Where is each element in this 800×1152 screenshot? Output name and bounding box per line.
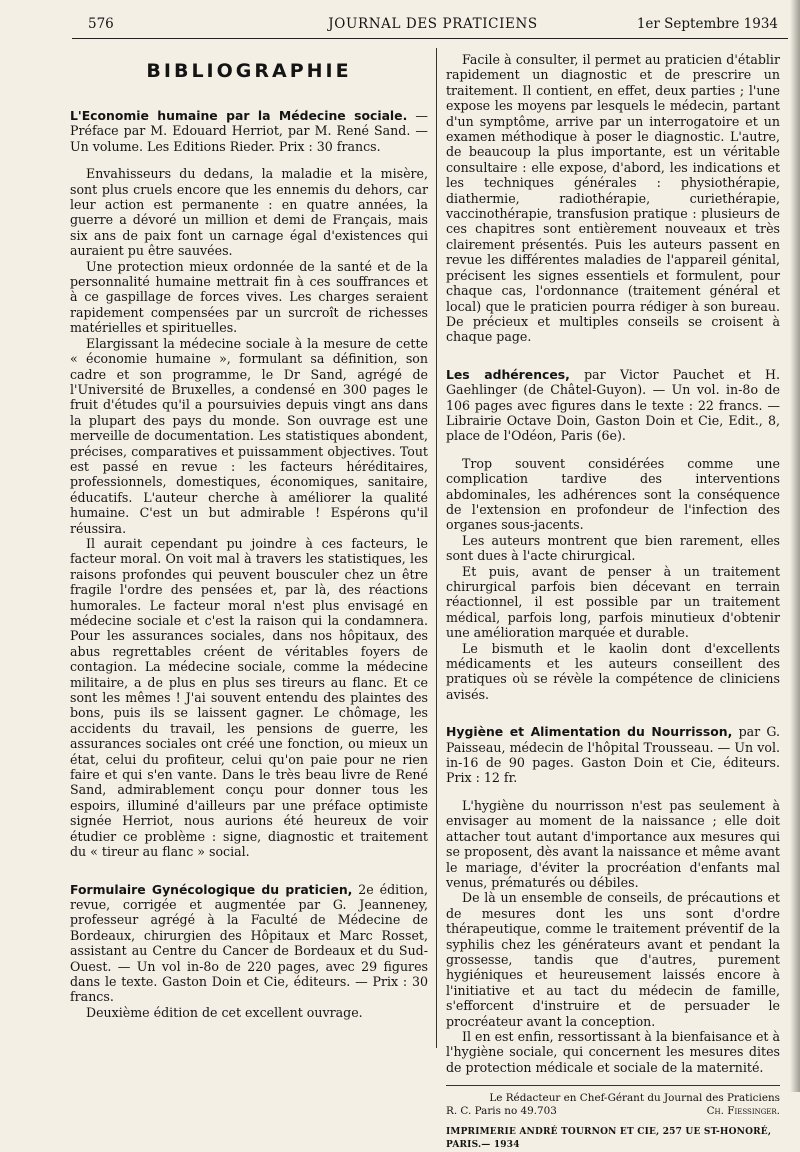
entry-title: Hygiène et Alimentation du Nourrisson, [446, 724, 733, 740]
paragraph: Il en est enfin, ressortissant à la bienfaisance et à l'hygiène sociale, qui concernent les mesures dites de protection médicale et sociale de la maternité. [446, 1028, 780, 1075]
running-header [88, 16, 778, 38]
book-entry-hygiene [446, 724, 780, 786]
footer-rule [446, 1085, 780, 1086]
page-number: 576 [88, 16, 114, 32]
page-edge-shadow [790, 0, 800, 1092]
entry-title: Formulaire Gynécologique du praticien, [70, 881, 353, 897]
column-divider [436, 48, 437, 1048]
paragraph: Deuxième édition de cet excellent ouvrage. [86, 1004, 363, 1020]
paragraph: Et puis, avant de penser à un traitement chirurgical parfois bien décevant en terrain réactionnel, il est possible par un traitement médical, parfois long, parfois minutieux d'obtenir une amélioration marquée et durable. [446, 563, 780, 641]
printer-imprint: IMPRIMERIE ANDRÉ TOURNON ET CIE, 257 UE ST-HONORÉ, PARIS.— 1934 [446, 1127, 772, 1151]
paragraph: L'hygiène du nourrisson n'est pas seulement à envisager au moment de la naissance ; elle doit attacher tout autant d'importance aux mesures qui se proposent, dès avant la naissance et même avant le mariage, d'éviter la procréation d'enfants mal venus, prématurés ou débiles. [446, 797, 780, 890]
left-column [70, 60, 428, 1020]
entry-details: par G. Paisseau, médecin de l'hôpital Trousseau. — Un vol. in-16 de 90 pages. Gaston Doin et Cie, éditeurs. Prix : 12 fr. [446, 724, 781, 786]
colophon [446, 1092, 780, 1152]
paragraph: Il aurait cependant pu joindre à ces facteurs, le facteur moral. On voit mal à travers les statistiques, les raisons profondes qui peuvent bousculer chez un être fragile l'ordre des pensées et, par là, des réactions humorales. Le facteur moral n'est plus envisagé en médecine sociale et c'est la raison qui la condamnera. Pour les assurances sociales, dans nos hôpitaux, des abus regrettables créent de véritables foyers de contagion. La médecine sociale, comme la médecine militaire, a de plus en plus ses tireurs au flanc. Et ce sont les mêmes ! J'ai souvent entendu des plaintes des bons, puis ils se laissent gagner. Le chômage, les accidents du travail, les pensions de guerre, les assurances sociales ont créé une fonction, ou mieux un état, celui du profiteur, celui qu'on paie pour ne rien faire et qui s'en vante. Dans le très beau livre de René Sand, admirablement conçu pour donner tous les espoirs, illuminé d'ailleurs par une préface optimiste signée Herriot, nous aurions été heureux de voir étudier ce problème : signe, diagnostic et traitement du « tireur au flanc » social. [70, 535, 428, 860]
section-title: BIBLIOGRAPHIE [146, 60, 352, 82]
paragraph: Une protection mieux ordonnée de la santé et de la personnalité humaine mettrait fin à ces souffrances et à ce gaspillage de forces vives. Les charges seraient rapidement compensées par un surcroît de richesses matérielles et spirituelles. [70, 258, 428, 336]
paragraph: De là un ensemble de conseils, de précautions et de mesures dont les uns sont d'ordre thérapeutique, comme le traitement préventif de la syphilis chez les générateurs avant et pendant la grossesse, tandis que d'autres, purement hygiéniques et heureusement laissés encore à l'initiative et au tact du médecin de famille, s'efforcent d'instruire et de persuader le procréateur avant la conception. [446, 890, 780, 1029]
journal-title: JOURNAL DES PRATICIENS [328, 16, 538, 32]
editor-line: Le Rédacteur en Chef-Gérant du Journal des Praticiens [489, 1092, 780, 1105]
paragraph: Elargissant la médecine sociale à la mesure de cette « économie humaine », formulant sa définition, son cadre et son programme, le Dr Sand, agrégé de l'Université de Bruxelles, a condensé en 300 pages le fruit d'études qu'il a poursuivies depuis vingt ans dans la plupart des pays du monde. Son ouvrage est une merveille de documentation. Les statistiques abondent, précises, comparatives et puissamment objectives. Tout est passé en revue : les facteurs héréditaires, professionnels, domestiques, économiques, sanitaire, éducatifs. L'auteur cherche à améliorer la qualité humaine. C'est un but admirable ! Espérons qu'il réussira. [70, 335, 428, 536]
issue-date: 1er Septembre 1934 [636, 16, 778, 32]
entry-details: — Préface par M. Edouard Herriot, par M. René Sand. — Un volume. Les Editions Rieder. Prix : 30 francs. [70, 108, 428, 154]
book-entry-formulaire [70, 882, 428, 1005]
entry-details: 2e édition, revue, corrigée et augmentée par G. Jeanneney, professeur agrégé à la Faculté de Médecine de Bordeaux, chirurgien des Hôpitaux et Marc Rosset, assistant au Centre du Cancer de Bordeaux et du Sud-Ouest. — Un vol in-8o de 220 pages, avec 29 figures dans le texte. Gaston Doin et Cie, éditeurs. — Prix : 30 francs. [70, 881, 428, 1005]
paragraph: Envahisseurs du dedans, la maladie et la misère, sont plus cruels encore que les ennemis du dehors, car leur action est permanente : en quatre années, la guerre a dévoré un million et demi de Français, mais six ans de paix font un carnage égal d'existences qui auraient pu être sauvées. [70, 166, 428, 259]
registration-number: R. C. Paris no 49.703 [446, 1105, 557, 1118]
paragraph: Le bismuth et le kaolin dont d'excellents médicaments et les auteurs conseillent des pratiques où se révèle la compétence de cliniciens avisés. [446, 640, 780, 702]
paragraph: Les auteurs montrent que bien rarement, elles sont dues à l'acte chirurgical. [446, 532, 780, 564]
book-entry-economie [70, 108, 428, 154]
editor-name: Ch. Fiessinger. [706, 1105, 780, 1118]
paragraph: Facile à consulter, il permet au praticien d'établir rapidement un diagnostic et de prescrire un traitement. Il contient, en effet, deux parties ; l'une expose les moyens par lesquels le médecin, partant d'un symptôme, arrive par un interrogatoire et un examen méthodique à poser le diagnostic. L'autre, de beaucoup la plus importante, est un véritable consultaire : elle expose, d'abord, les indications et les techniques générales : physiothérapie, diathermie, radiothérapie, curiethérapie, vaccinothérapie, transfusion pratique : plusieurs de ces chapitres sont entièrement nouveaux et très clairement présentés. Puis les auteurs passent en revue les différentes maladies de l'appareil génital, précisent les signes essentiels et formulent, pour chaque cas, l'ordonnance (traitement général et local) que le praticien pourra rédiger à son bureau. De précieux et multiples conseils se croisent à chaque page. [446, 52, 780, 345]
right-column [446, 52, 780, 1152]
book-entry-adherences [446, 367, 780, 444]
entry-title: L'Economie humaine par la Médecine sociale. [70, 108, 408, 123]
entry-title: Les adhérences, [446, 366, 570, 382]
entry-details: par Victor Pauchet et H. Gaehlinger (de Châtel-Guyon). — Un vol. in-8o de 106 pages avec figures dans le texte : 22 francs. — Librairie Octave Doin, Gaston Doin et Cie, Edit., 8, place de l'Odéon, Paris (6e). [446, 366, 780, 444]
header-rule [72, 38, 788, 39]
paragraph: Trop souvent considérées comme une complication tardive des interventions abdominales, les adhérences sont la conséquence de l'extension en profondeur de l'infection des organes sous-jacents. [446, 455, 780, 533]
